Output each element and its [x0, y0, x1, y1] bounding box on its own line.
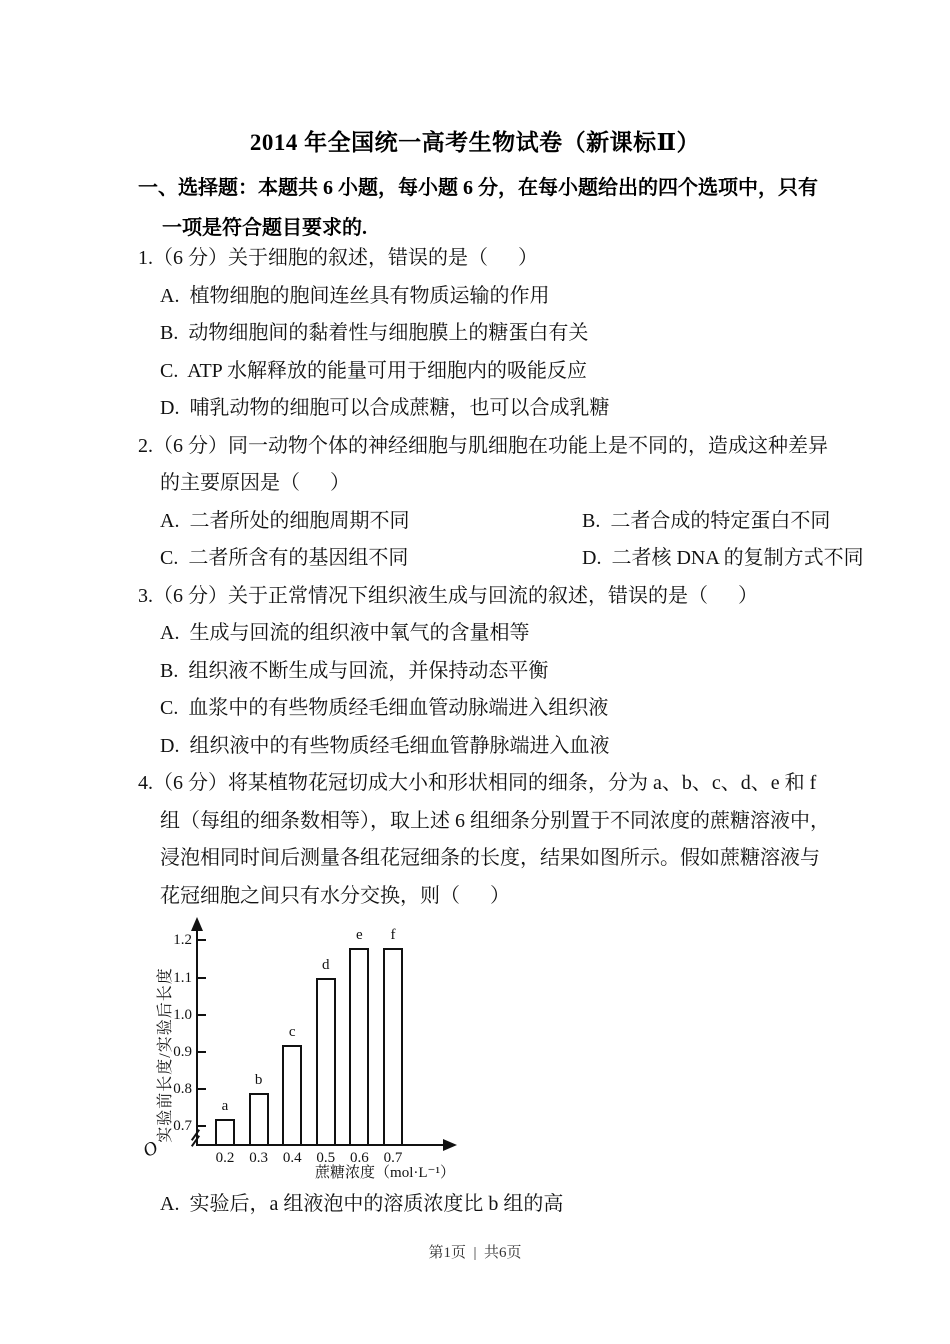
x-axis-tick-label: 0.2	[215, 1150, 235, 1166]
x-axis-arrow-icon	[443, 1139, 457, 1151]
bar-label: d	[322, 956, 330, 973]
question-1-option-a: A. 植物细胞的胞间连丝具有物质运输的作用	[160, 284, 550, 307]
chart-bar	[349, 948, 369, 1146]
y-axis-arrow-icon	[191, 917, 203, 931]
chart-bar	[249, 1093, 269, 1146]
x-axis-tick-label: 0.3	[249, 1150, 268, 1166]
question-4-stem-line-2: 组（每组的细条数相等），取上述 6 组细条分别置于不同浓度的蔗糖溶液中，	[160, 809, 830, 832]
x-axis-tick-label: 0.7	[383, 1150, 403, 1166]
y-axis-tick-label: 1.0	[173, 1006, 192, 1023]
y-axis-tick-label: 0.9	[173, 1044, 192, 1060]
section-header-line-1: 一、选择题：本题共 6 小题，每小题 6 分，在每小题给出的四个选项中，只有	[138, 177, 818, 199]
question-2-option-b: B. 二者合成的特定蛋白不同	[582, 509, 831, 532]
question-2-options-row-1	[138, 503, 838, 541]
y-axis-tick	[198, 1088, 206, 1090]
y-axis-tick	[198, 977, 206, 979]
question-4-bar-chart	[140, 915, 470, 1186]
y-axis-tick-label: 0.7	[173, 1118, 192, 1135]
question-2-options-row-2	[138, 540, 864, 578]
question-2-stem-line-1: 2.（6 分）同一动物个体的神经细胞与肌细胞在功能上是不同的，造成这种差异	[138, 434, 828, 457]
question-2-stem-line-2: 的主要原因是（ ）	[160, 472, 350, 494]
chart-bar	[215, 1119, 235, 1146]
y-axis-tick	[198, 939, 206, 941]
chart-bar	[383, 948, 403, 1146]
bar-label: f	[390, 926, 396, 943]
question-4-option-a: A. 实验后，a 组液泡中的溶质浓度比 b 组的高	[160, 1193, 564, 1215]
question-4-stem-line-4: 花冠细胞之间只有水分交换，则（ ）	[160, 884, 510, 907]
chart-bar	[282, 1045, 302, 1146]
question-4-stem-line-3: 浸泡相同时间后测量各组花冠细条的长度，结果如图所示。假如蔗糖溶液与	[160, 847, 820, 869]
x-axis-tick-label: 0.6	[350, 1150, 369, 1166]
x-axis-title: 蔗糖浓度（mol·L⁻¹）	[315, 1165, 455, 1181]
bar-label: a	[221, 1097, 229, 1114]
x-axis-tick-label: 0.5	[316, 1150, 336, 1166]
y-axis-tick-label: 1.2	[173, 932, 192, 949]
y-axis-line	[196, 927, 198, 1146]
page-title: 2014 年全国统一高考生物试卷（新课标Ⅱ）	[249, 130, 701, 155]
x-axis-tick-label: 0.4	[282, 1150, 302, 1166]
question-1-option-c: C. ATP 水解释放的能量可用于细胞内的吸能反应	[160, 359, 588, 382]
question-2-option-c: C. 二者所含有的基因组不同	[160, 547, 409, 569]
y-axis-tick	[198, 1051, 206, 1053]
page-number-footer: 第1页 | 共6页	[428, 1245, 522, 1261]
question-1-stem: 1.（6 分）关于细胞的叙述，错误的是（ ）	[138, 247, 538, 269]
question-1-option-b: B. 动物细胞间的黏着性与细胞膜上的糖蛋白有关	[160, 322, 589, 344]
question-3-option-c: C. 血浆中的有些物质经毛细血管动脉端进入组织液	[160, 697, 609, 719]
section-header	[138, 168, 838, 248]
question-3-option-a: A. 生成与回流的组织液中氧气的含量相等	[160, 622, 530, 644]
y-axis-tick	[198, 1014, 206, 1016]
question-4-stem-line-1: 4.（6 分）将某植物花冠切成大小和形状相同的细条，分为 a、b、c、d、e 和 f	[138, 772, 817, 794]
questions-area	[138, 240, 864, 1224]
question-1-option-d: D. 哺乳动物的细胞可以合成蔗糖，也可以合成乳糖	[160, 397, 610, 419]
bar-label: c	[288, 1023, 296, 1040]
chart-bar	[316, 978, 336, 1146]
question-3-option-d: D. 组织液中的有些物质经毛细血管静脉端进入血液	[160, 734, 610, 757]
bar-label: e	[356, 926, 363, 943]
y-axis-tick	[198, 1125, 206, 1127]
bar-label: b	[254, 1071, 263, 1088]
origin-label: O	[139, 1137, 162, 1163]
question-3-stem: 3.（6 分）关于正常情况下组织液生成与回流的叙述，错误的是（ ）	[138, 584, 758, 607]
y-axis-title: 实验前长度/实验后长度	[157, 967, 174, 1143]
question-2-option-a: A. 二者所处的细胞周期不同	[160, 509, 410, 532]
section-header-line-2: 一项是符合题目要求的.	[162, 217, 367, 239]
question-3-option-b: B. 组织液不断生成与回流，并保持动态平衡	[160, 659, 549, 682]
y-axis-tick-label: 0.8	[173, 1081, 192, 1098]
y-axis-tick-label: 1.1	[173, 969, 192, 986]
question-2-option-d: D. 二者核 DNA 的复制方式不同	[582, 547, 864, 569]
